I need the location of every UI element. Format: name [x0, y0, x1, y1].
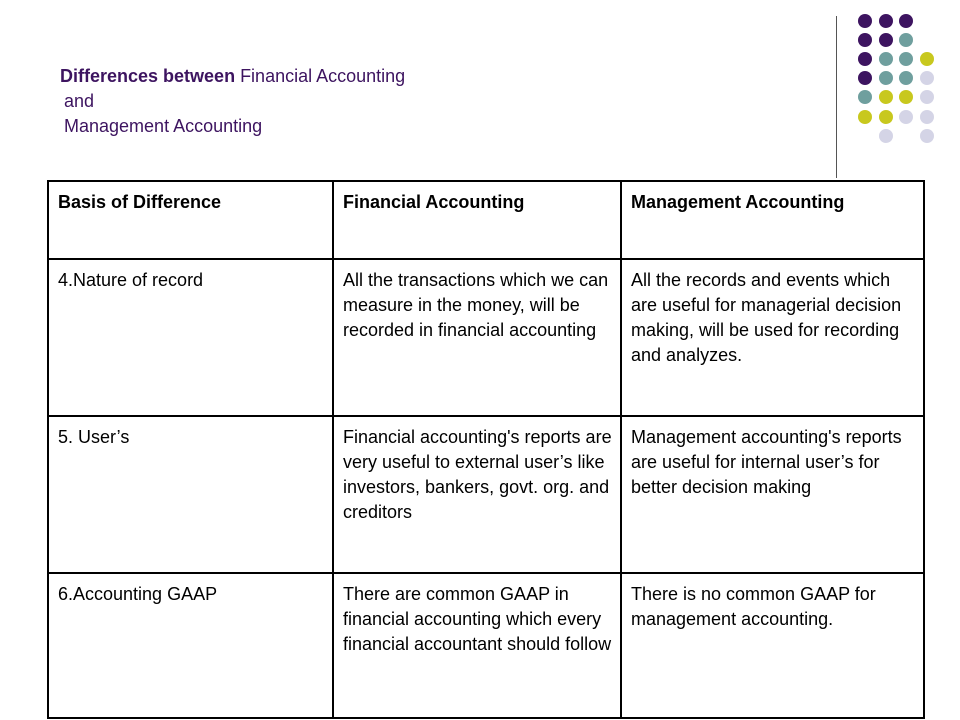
decorative-dot	[879, 14, 893, 28]
row-basis-cell: 6.Accounting GAAP	[48, 573, 333, 718]
decorative-dot	[899, 33, 913, 47]
decorative-dot	[899, 90, 913, 104]
decorative-dot	[858, 110, 872, 124]
decorative-dot	[899, 52, 913, 66]
row-basis-cell: 4.Nature of record	[48, 259, 333, 416]
header-management: Management Accounting	[621, 181, 924, 259]
decorative-dot	[879, 110, 893, 124]
decorative-dot	[879, 52, 893, 66]
row-management-cell: There is no common GAAP for management accounting.	[621, 573, 924, 718]
decorative-dot	[879, 71, 893, 85]
decorative-dot	[858, 71, 872, 85]
decorative-dot	[920, 110, 934, 124]
row-basis-cell: 5. User’s	[48, 416, 333, 573]
decorative-dot	[920, 52, 934, 66]
title-bold-part: Differences between	[60, 66, 236, 86]
row-management-cell: All the records and events which are useful for managerial decision making, will be used for recording and analyzes.	[621, 259, 924, 416]
table-row	[48, 259, 924, 416]
row-management-cell: Management accounting's reports are useful for internal user’s for better decision making	[621, 416, 924, 573]
decorative-dot	[879, 33, 893, 47]
comparison-table	[47, 180, 925, 719]
table-row	[48, 416, 924, 573]
decorative-dot	[920, 90, 934, 104]
decorative-dot	[858, 52, 872, 66]
table-row	[48, 573, 924, 718]
table-header-row	[48, 181, 924, 259]
title-rest: Financial Accounting	[235, 66, 406, 86]
decorative-dot	[858, 33, 872, 47]
decorative-dot	[899, 71, 913, 85]
decorative-dot-grid	[0, 0, 960, 200]
decorative-dot	[920, 129, 934, 143]
decorative-dot	[899, 110, 913, 124]
header-basis: Basis of Difference	[48, 181, 333, 259]
decorative-dot	[858, 14, 872, 28]
header-financial: Financial Accounting	[333, 181, 621, 259]
decorative-dot	[858, 90, 872, 104]
row-financial-cell: There are common GAAP in financial accounting which every financial accountant should follow	[333, 573, 621, 718]
decorative-dot	[879, 90, 893, 104]
decorative-dot	[879, 129, 893, 143]
decorative-dot	[920, 71, 934, 85]
title-line-and: and	[64, 91, 95, 111]
row-financial-cell: Financial accounting's reports are very useful to external user’s like investors, bankers, govt. org. and creditors	[333, 416, 621, 573]
decorative-dot	[899, 14, 913, 28]
title-line-management: Management Accounting	[64, 116, 263, 136]
row-financial-cell: All the transactions which we can measure in the money, will be recorded in financial accounting	[333, 259, 621, 416]
